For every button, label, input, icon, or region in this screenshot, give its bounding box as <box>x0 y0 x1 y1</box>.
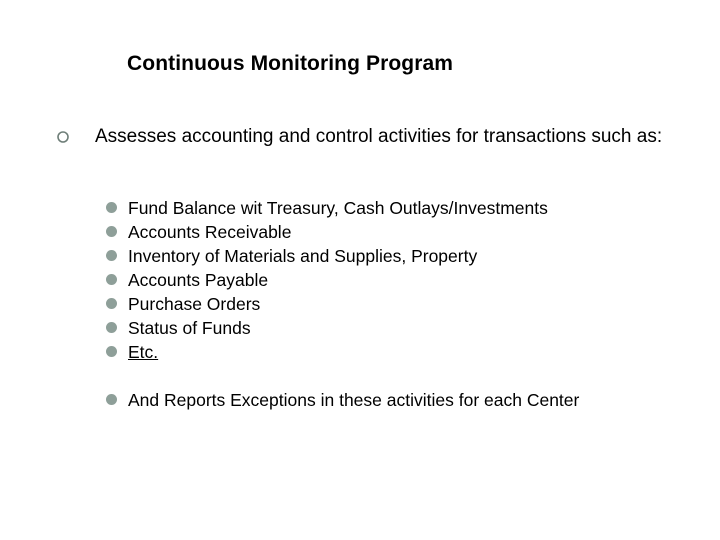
list-item-text: Inventory of Materials and Supplies, Property <box>128 246 478 266</box>
bullet-icon <box>106 250 117 261</box>
list-item <box>0 244 548 268</box>
bullet-icon <box>106 226 117 237</box>
list-item-text: Accounts Payable <box>128 270 269 290</box>
sub-bullet-list <box>0 196 548 364</box>
list-item-text: Fund Balance wit Treasury, Cash Outlays/Investments <box>128 198 548 218</box>
final-item-text: And Reports Exceptions in these activities for each Center <box>128 390 580 410</box>
bullet-icon <box>106 394 117 405</box>
list-item-text: Purchase Orders <box>128 294 261 314</box>
ring-bullet-icon <box>56 130 70 144</box>
list-item <box>0 220 548 244</box>
list-item-text: Accounts Receivable <box>128 222 292 242</box>
list-item <box>0 292 548 316</box>
bullet-icon <box>106 346 117 357</box>
list-item <box>0 196 548 220</box>
slide-title: Continuous Monitoring Program <box>127 52 454 75</box>
bullet-icon <box>106 322 117 333</box>
list-item <box>0 340 548 364</box>
bullet-icon <box>106 274 117 285</box>
list-item-text: Status of Funds <box>128 318 251 338</box>
bullet-icon <box>106 202 117 213</box>
main-bullet-text: Assesses accounting and control activities for transactions such as: <box>95 126 663 147</box>
list-item <box>0 316 548 340</box>
bullet-icon <box>106 298 117 309</box>
list-item <box>0 268 548 292</box>
final-list-item <box>0 388 579 412</box>
list-item-text: Etc. <box>128 342 159 362</box>
